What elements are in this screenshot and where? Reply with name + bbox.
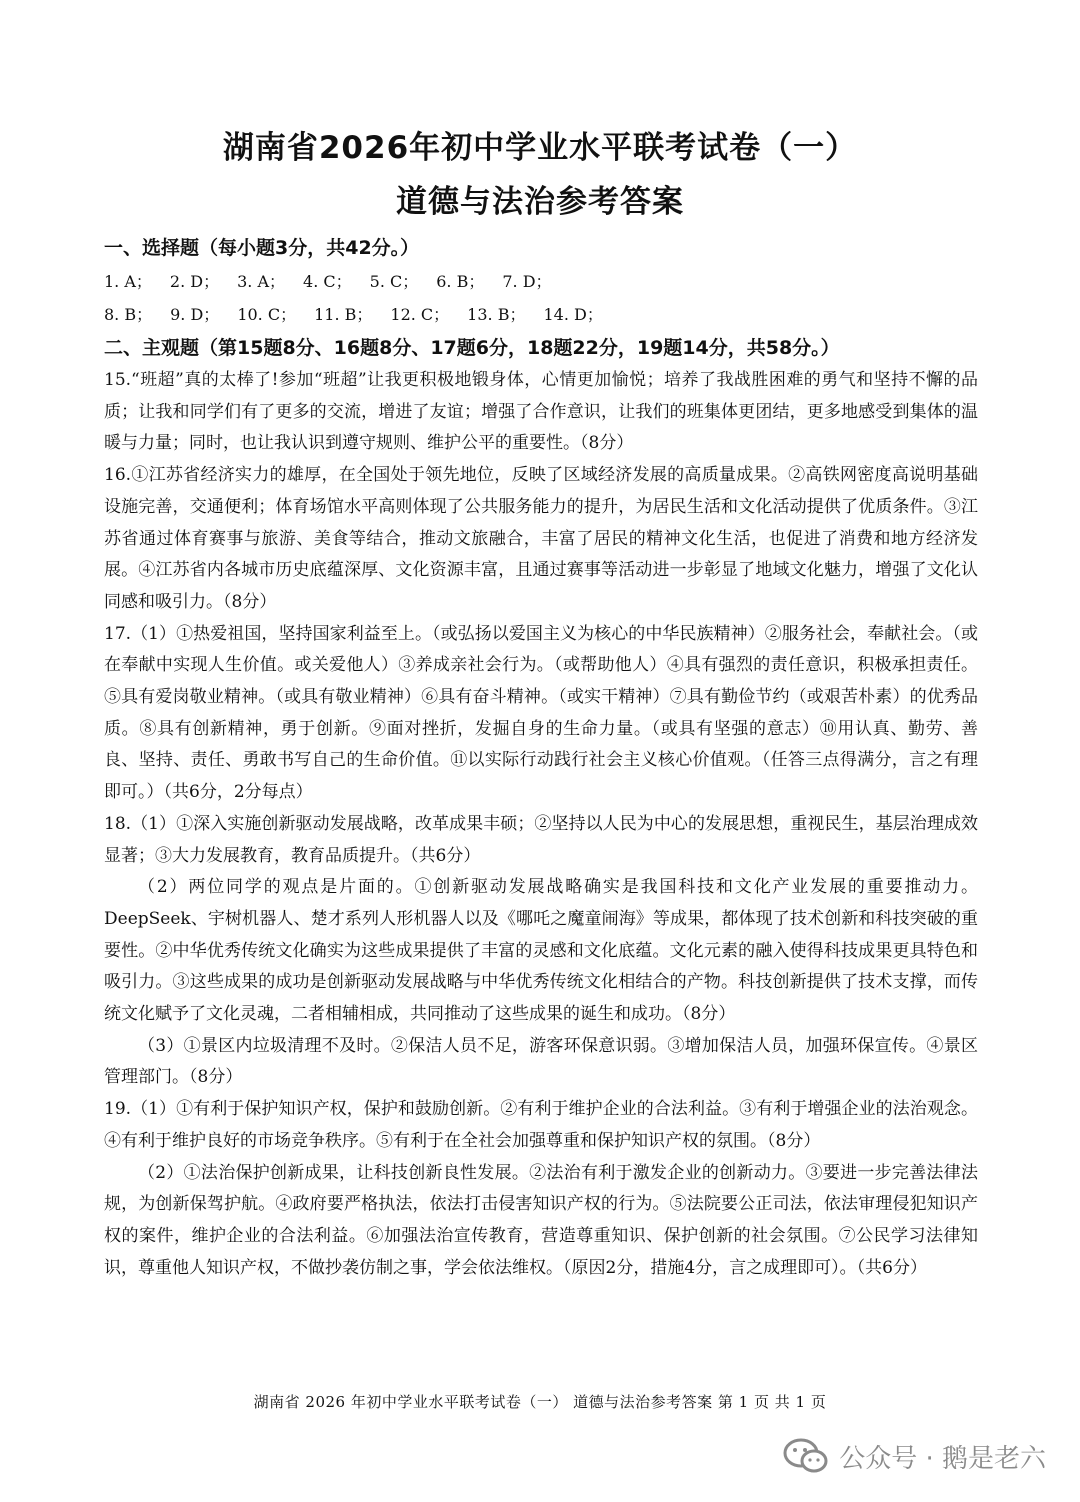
mc-answer: 12. C； <box>390 305 450 324</box>
mc-answer: 10. C； <box>237 305 297 324</box>
mc-answer: 14. D； <box>543 305 603 324</box>
mc-answer: 8. B； <box>104 305 153 324</box>
watermark <box>783 1434 1046 1478</box>
answer-q18-2: （2）两位同学的观点是片面的。①创新驱动发展战略确实是我国科技和文化产业发展的重要推动力。DeepSeek、宇树机器人、楚才系列人形机器人以及《哪吒之魔童闹海》等成果，都体现了技术创新和科技突破的重要性。②中华优秀传统文化确实为这些成果提供了丰富的灵感和文化底蕴。文化元素的融入使得科技成果更具特色和吸引力。③这些成果的成功是创新驱动发展战略与中华优秀传统文化相结合的产物。科技创新提供了技术支撑，而传统文化赋予了文化灵魂，二者相辅相成，共同推动了这些成果的诞生和成功。（8分） <box>104 877 978 1025</box>
answer-content <box>104 231 978 1284</box>
mc-answers-row-2 <box>104 298 978 331</box>
mc-answer: 6. B； <box>436 272 485 291</box>
answer-q15: 15.“班超”真的太棒了!参加“班超”让我更积极地锻身体，心情更加愉悦；培养了我战胜困难的勇气和坚持不懈的品质；让我和同学们有了更多的交流，增进了友谊；增强了合作意识，让我们的班集体更团结，更多地感受到集体的温暖与力量；同时，也让我认识到遵守规则、维护公平的重要性。（8分） <box>104 370 978 454</box>
answer-q19-1: 19.（1）①有利于保护知识产权，保护和鼓励创新。②有利于维护企业的合法利益。③有利于增强企业的法治观念。④有利于维护良好的市场竞争秩序。⑤有利于在全社会加强尊重和保护知识产权的氛围。（8分） <box>104 1099 978 1151</box>
mc-answer: 3. A； <box>237 272 286 291</box>
answer-q16: 16.①江苏省经济实力的雄厚，在全国处于领先地位，反映了区域经济发展的高质量成果。②高铁网密度高说明基础设施完善，交通便利；体育场馆水平高则体现了公共服务能力的提升，为居民生活和文化活动提供了优质条件。③江苏省通过体育赛事与旅游、美食等结合，推动文旅融合，丰富了居民的精神文化生活，也促进了消费和地方经济发展。④江苏省内各城市历史底蕴深厚、文化资源丰富，且通过赛事等活动进一步彰显了地域文化魅力，增强了文化认同感和吸引力。（8分） <box>104 465 978 612</box>
mc-answer: 11. B； <box>314 305 373 324</box>
page-title: 湖南省2026年初中学业水平联考试卷（一） <box>222 130 858 166</box>
watermark-text: 公众号 · 鹅是老六 <box>839 1443 1046 1474</box>
mc-answer: 1. A； <box>104 272 152 291</box>
page-subtitle: 道德与法治参考答案 <box>396 184 684 220</box>
answer-q18-3: （3）①景区内垃圾清理不及时。②保洁人员不足，游客环保意识弱。③增加保洁人员，加强环保宣传。④景区管理部门。（8分） <box>104 1035 978 1088</box>
answer-q17: 17.（1）①热爱祖国，坚持国家利益至上。（或弘扬以爱国主义为核心的中华民族精神）②服务社会，奉献社会。（或在奉献中实现人生价值。或关爱他人）③养成亲社会行为。（或帮助他人）④具有强烈的责任意识，积极承担责任。⑤具有爱岗敬业精神。（或具有敬业精神）⑥具有奋斗精神。（或实干精神）⑦具有勤俭节约（或艰苦朴素）的优秀品质。⑧具有创新精神，勇于创新。⑨面对挫折，发掘自身的生命力量。（或具有坚强的意志）⑩用认真、勤劳、善良、坚持、责任、勇敢书写自己的生命价值。⑪以实际行动践行社会主义核心价值观。（任答三点得满分，言之有理即可。）（共6分，2分每点） <box>104 623 978 803</box>
wechat-icon <box>783 1436 829 1476</box>
page-footer: 湖南省 2026 年初中学业水平联考试卷（一） 道德与法治参考答案 第 1 页 共 1 页 <box>253 1393 827 1411</box>
mc-answer: 13. B； <box>467 305 526 324</box>
mc-answer: 9. D； <box>170 305 220 324</box>
mc-answers-row-1 <box>104 265 978 298</box>
mc-answer: 2. D； <box>169 272 220 291</box>
answer-q18-1: 18.（1）①深入实施创新驱动发展战略，改革成果丰硕；②坚持以人民为中心的发展思想，重视民生，基层治理成效显著；③大力发展教育，教育品质提升。（共6分） <box>104 813 978 866</box>
section-heading-multiple-choice: 一、选择题（每小题3分，共42分。） <box>104 237 420 259</box>
section-heading-subjective: 二、主观题（第15题8分、16题8分、17题6分，18题22分，19题14分，共58分。） <box>104 337 840 359</box>
mc-answer: 4. C； <box>303 272 352 291</box>
mc-answer: 5. C； <box>369 272 419 291</box>
answer-q19-2: （2）①法治保护创新成果，让科技创新良性发展。②法治有利于激发企业的创新动力。③要进一步完善法律法规，为创新保驾护航。④政府要严格执法，依法打击侵害知识产权的行为。⑤法院要公正司法，依法审理侵犯知识产权的案件，维护企业的合法利益。⑥加强法治宣传教育，营造尊重知识、保护创新的社会氛围。⑦公民学习法律知识，尊重他人知识产权，不做抄袭仿制之事，学会依法维权。（原因2分，措施4分，言之成理即可）。（共6分） <box>104 1162 978 1278</box>
mc-answer: 7. D； <box>502 272 552 291</box>
